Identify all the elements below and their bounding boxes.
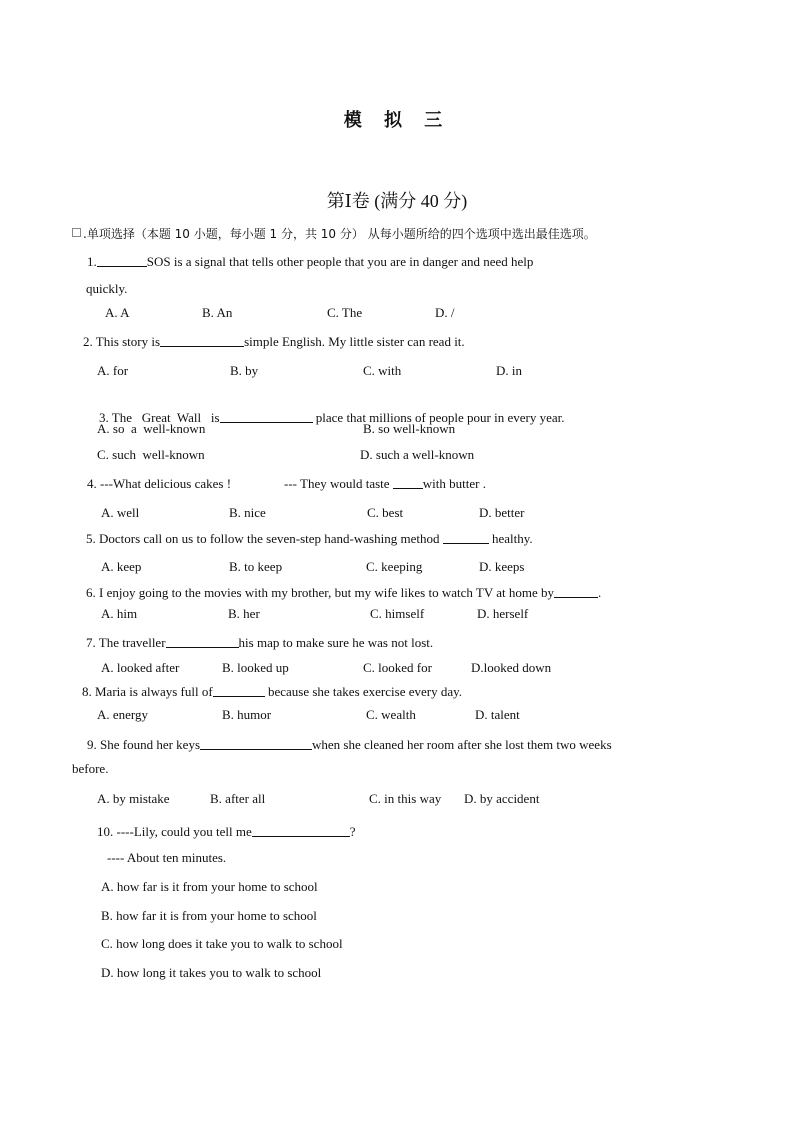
- option-d: D. how long it takes you to walk to school: [101, 965, 322, 980]
- option-b: B. nice: [229, 505, 266, 520]
- question-2: 2. This story is simple English. My little sister can read it.: [83, 334, 465, 349]
- question-1: 1. SOS is a signal that tells other people that you are in danger and need help: [87, 254, 534, 269]
- option-b: B. humor: [222, 707, 272, 722]
- question-6: 6. I enjoy going to the movies with my brother, but my wife likes to watch TV at home by .: [86, 585, 602, 600]
- option-a: A. well: [101, 505, 140, 520]
- option-c: C. how long does it take you to walk to school: [101, 936, 343, 951]
- option-b: B. after all: [210, 791, 266, 806]
- option-a: A. energy: [97, 707, 149, 722]
- option-a: A. looked after: [101, 660, 180, 675]
- part-title: 第Ⅰ卷 (满分 40 分): [326, 191, 468, 211]
- answer-blank: [220, 410, 313, 423]
- question-5: 5. Doctors call on us to follow the seven-step hand-washing method healthy.: [86, 531, 533, 546]
- option-a: A. him: [101, 606, 138, 621]
- answer-blank: [160, 334, 244, 347]
- option-c: C. best: [367, 505, 404, 520]
- option-b: B. to keep: [229, 559, 283, 574]
- option-a: A. so a well-known: [97, 421, 206, 436]
- option-d: D. such a well-known: [360, 447, 475, 462]
- question-4-reply: --- They would taste with butter .: [284, 476, 486, 491]
- exam-title: 模 拟 三: [343, 110, 451, 131]
- question-9: 9. She found her keys when she cleaned her room after she lost them two weeks: [87, 737, 612, 752]
- answer-blank: [97, 254, 147, 267]
- answer-blank: [166, 635, 239, 648]
- option-c: C. keeping: [366, 559, 423, 574]
- option-a: A. for: [97, 363, 129, 378]
- answer-blank: [443, 531, 489, 544]
- option-d: D.looked down: [471, 660, 552, 675]
- checkbox-icon: [72, 228, 81, 237]
- option-d: D. in: [496, 363, 522, 378]
- option-d: D. better: [479, 505, 525, 520]
- answer-blank: [200, 737, 312, 750]
- option-b: B. so well-known: [363, 421, 456, 436]
- question-8: 8. Maria is always full of because she takes exercise every day.: [82, 684, 463, 699]
- option-b: B. her: [228, 606, 260, 621]
- option-c: C. himself: [370, 606, 425, 621]
- option-d: D. /: [435, 305, 455, 320]
- section-label: .单项选择（本题 10 小题，每小题 1 分，共 10 分） 从每小题所给的四个选项中选出最佳选项。: [83, 227, 596, 241]
- question-10: 10. ----Lily, could you tell me ?: [97, 824, 356, 839]
- option-b: B. by: [230, 363, 259, 378]
- question-4: 4. ---What delicious cakes !: [87, 476, 232, 491]
- option-a: A. how far is it from your home to school: [101, 879, 318, 894]
- option-c: C. in this way: [369, 791, 442, 806]
- option-c: C. such well-known: [97, 447, 205, 462]
- option-b: B. An: [202, 305, 233, 320]
- question-3: 3. The Great Wall is place that millions of people pour in every year.: [99, 410, 565, 425]
- answer-blank: [393, 476, 423, 489]
- option-a: A. by mistake: [97, 791, 170, 806]
- option-d: D. talent: [475, 707, 520, 722]
- option-c: C. The: [327, 305, 363, 320]
- section-heading: [72, 226, 596, 242]
- option-d: D. herself: [477, 606, 529, 621]
- option-a: A. A: [105, 305, 130, 320]
- question-10-reply: ---- About ten minutes.: [107, 850, 227, 865]
- answer-blank: [213, 684, 265, 697]
- option-c: C. looked for: [363, 660, 432, 675]
- question-1-continuation: quickly.: [86, 281, 128, 296]
- answer-blank: [252, 824, 350, 837]
- question-7: 7. The traveller his map to make sure he was not lost.: [86, 635, 434, 650]
- option-c: C. with: [363, 363, 402, 378]
- option-d: D. by accident: [464, 791, 540, 806]
- option-b: B. looked up: [222, 660, 289, 675]
- option-d: D. keeps: [479, 559, 525, 574]
- question-9-continuation: before.: [72, 761, 109, 776]
- option-b: B. how far it is from your home to school: [101, 908, 317, 923]
- answer-blank: [554, 585, 598, 598]
- option-a: A. keep: [101, 559, 142, 574]
- option-c: C. wealth: [366, 707, 416, 722]
